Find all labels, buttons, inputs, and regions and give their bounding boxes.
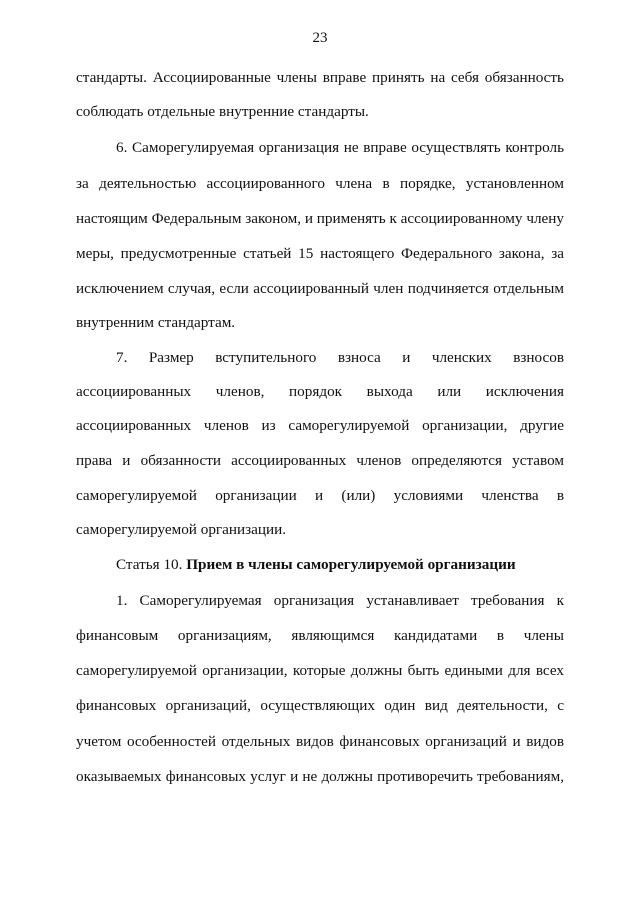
text-line: права и обязанности ассоциированных членов определяются уставом <box>76 452 564 469</box>
text-line: стандарты. Ассоциированные члены вправе принять на себя обязанность <box>76 69 564 86</box>
text-line: настоящим Федеральным законом, и применять к ассоциированному члену <box>76 210 564 227</box>
text-line: ассоциированных членов, порядок выхода или исключения <box>76 383 564 400</box>
text-line: исключением случая, если ассоциированный член подчиняется отдельным <box>76 280 564 297</box>
text-line: оказываемых финансовых услуг и не должны противоречить требованиям, <box>76 768 564 785</box>
article-heading <box>116 556 564 574</box>
text-line: саморегулируемой организации и (или) условиями членства в <box>76 487 564 504</box>
text-line: финансовым организациям, являющимся кандидатами в члены <box>76 627 564 644</box>
text-line: за деятельностью ассоциированного члена в порядке, установленном <box>76 175 564 192</box>
text-line: ассоциированных членов из саморегулируемой организации, другие <box>76 417 564 434</box>
text-line: меры, предусмотренные статьей 15 настоящего Федерального закона, за <box>76 245 564 262</box>
paragraph-7-start: 7. Размер вступительного взноса и членских взносов <box>116 349 564 366</box>
text-line: соблюдать отдельные внутренние стандарты. <box>76 103 369 120</box>
text-line: учетом особенностей отдельных видов финансовых организаций и видов <box>76 733 564 750</box>
text-line: саморегулируемой организации, которые должны быть едиными для всех <box>76 662 564 679</box>
article-title: Прием в члены саморегулируемой организации <box>186 556 516 573</box>
article-number: Статья 10. <box>116 556 183 573</box>
paragraph-6-start: 6. Саморегулируемая организация не вправе осуществлять контроль <box>116 139 564 156</box>
paragraph-1-start: 1. Саморегулируемая организация устанавливает требования к <box>116 592 564 609</box>
text-line: внутренним стандартам. <box>76 314 236 331</box>
page-number: 23 <box>312 30 328 46</box>
text-line: финансовых организаций, осуществляющих один вид деятельности, с <box>76 697 564 714</box>
text-line: саморегулируемой организации. <box>76 521 287 538</box>
